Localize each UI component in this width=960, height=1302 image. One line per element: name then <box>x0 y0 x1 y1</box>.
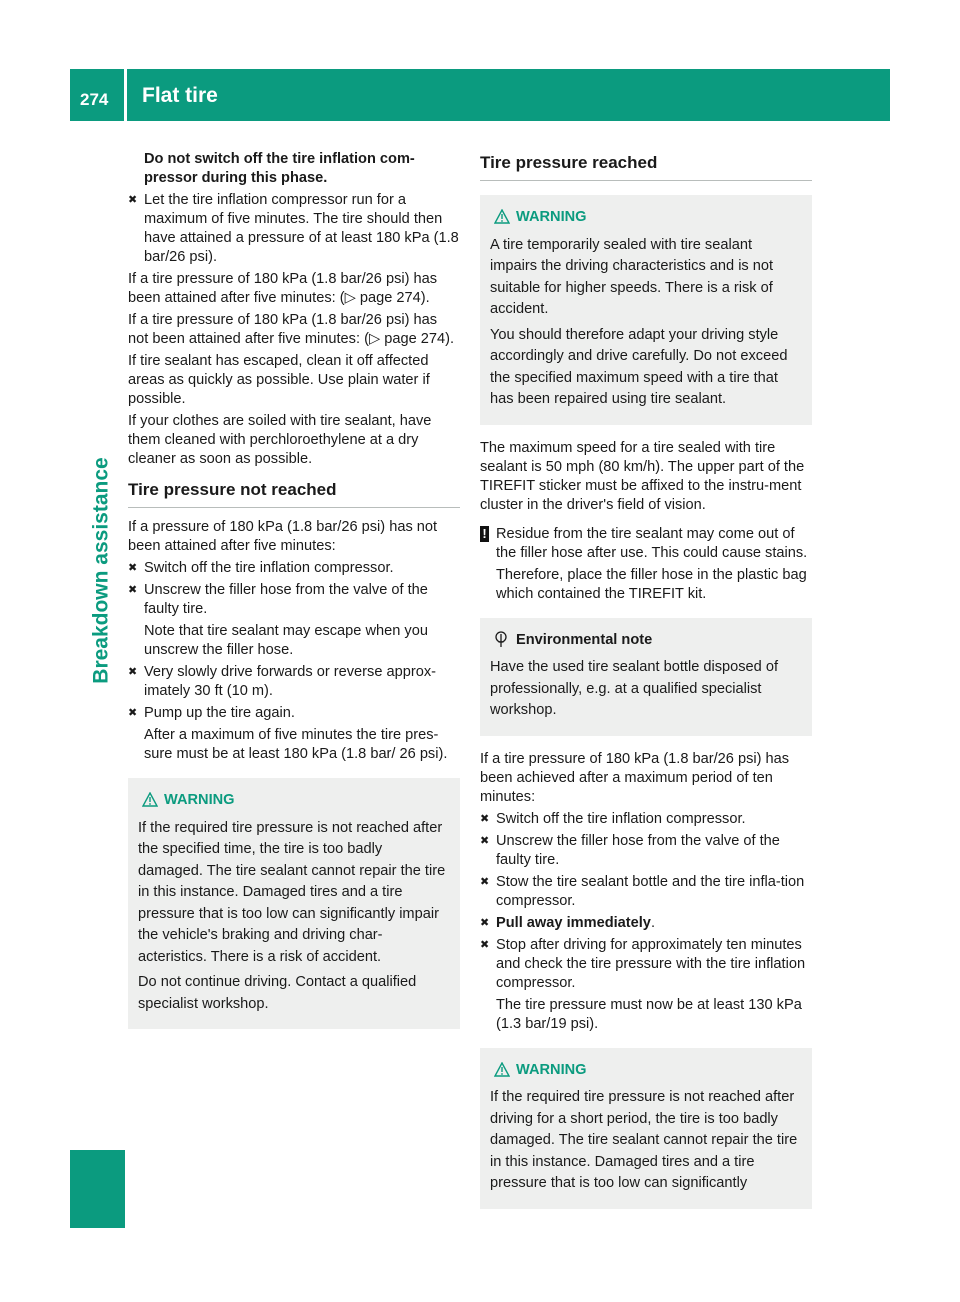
instruction-step <box>128 663 460 701</box>
instruction-step <box>480 914 812 933</box>
step-text: Unscrew the filler hose from the valve of the faulty tire. <box>496 832 780 868</box>
step-text: Very slowly drive forwards or reverse approx-imately 30 ft (10 m). <box>144 664 436 699</box>
paragraph: If a tire pressure of 180 kPa (1.8 bar/26 psi) has not been attained after five minutes: (▷ page 274). <box>128 312 455 347</box>
step-arrow-icon: ✖ <box>128 562 138 574</box>
section-heading: Tire pressure not reached <box>128 479 460 508</box>
warning-title-text: WARNING <box>164 792 235 808</box>
instruction-step <box>128 559 460 578</box>
instruction-step <box>480 873 812 911</box>
step-arrow-icon: ✖ <box>480 812 490 825</box>
warning-box <box>480 195 812 425</box>
paragraph: If a pressure of 180 kPa (1.8 bar/26 psi) has not been attained after five minutes: <box>128 519 438 554</box>
notice-text: Residue from the tire sealant may come out of the filler hose after use. This could cause stains. <box>496 525 808 561</box>
warning-text: Do not continue driving. Contact a qualified specialist workshop. <box>138 974 417 1012</box>
paragraph: If your clothes are soiled with tire sealant, have them cleaned with perchloroethylene at a dry cleaner as soon as possible. <box>128 413 432 467</box>
warning-text: You should therefore adapt your driving style accordingly and drive carefully. Do not exceed the specified maximum speed with a tire that has been repaired using tire sealant. <box>490 326 788 407</box>
step-arrow-icon: ✖ <box>480 916 490 929</box>
warning-box <box>480 1048 812 1209</box>
step-arrow-icon: ✖ <box>128 707 138 719</box>
step-arrow-icon: ✖ <box>128 584 138 596</box>
step-note: The tire pressure must now be at least 130 kPa (1.3 bar/19 psi). <box>496 996 802 1032</box>
environmental-note-title <box>490 630 802 652</box>
step-text: Stow the tire sealant bottle and the tire infla-tion compressor. <box>496 873 805 909</box>
warning-title-text: WARNING <box>516 1061 587 1078</box>
step-text: Switch off the tire inflation compressor. <box>144 560 394 576</box>
step-text: Let the tire inflation compressor run for a maximum of five minutes. The tire should then have attained a pressure of at least 180 kPa (1.8 bar/26 psi). <box>144 192 459 265</box>
section-heading: Tire pressure reached <box>480 152 812 181</box>
warning-title-text: WARNING <box>516 209 587 225</box>
section-side-label <box>86 340 116 800</box>
step-arrow-icon: ✖ <box>480 938 490 951</box>
section-tab-marker <box>70 1150 125 1228</box>
instruction-bold: Do not switch off the tire inflation com-pressor during this phase. <box>144 151 415 186</box>
notice-text: Therefore, place the filler hose in the plastic bag which contained the TIREFIT kit. <box>496 566 807 602</box>
exclamation-icon: ! <box>480 526 489 542</box>
environmental-note-title-text: Environmental note <box>516 631 653 648</box>
step-text-bold: Pull away immediately <box>496 914 651 931</box>
left-column <box>128 150 460 1043</box>
section-side-label-text: Breakdown assistance <box>89 456 113 684</box>
instruction-step <box>128 704 460 723</box>
paragraph: If tire sealant has escaped, clean it off affected areas as quickly as possible. Use plain water if possible. <box>128 353 430 407</box>
notice <box>480 525 812 563</box>
warning-title <box>490 1060 802 1082</box>
warning-title <box>490 207 802 229</box>
instruction-step <box>480 810 812 829</box>
warning-text: If the required tire pressure is not reached after the specified time, the tire is too badly damaged. The tire sealant cannot repair the tire in this instance. Damaged tires and a tire pressure that is too low can significantly impair the vehicle's braking and driving char-acteristics. There is a risk of accident. <box>138 819 446 965</box>
step-note: After a maximum of five minutes the tire pres-sure must be at least 180 kPa (1.8 bar/ 26 psi). <box>144 727 448 762</box>
warning-triangle-icon <box>494 209 510 224</box>
step-text: Stop after driving for approximately ten minutes and check the tire pressure with the tire inflation compressor. <box>496 936 806 991</box>
step-text: Pump up the tire again. <box>144 705 295 721</box>
step-note: Note that tire sealant may escape when you unscrew the filler hose. <box>144 623 428 658</box>
warning-text: A tire temporarily sealed with tire sealant impairs the driving characteristics and is not suitable for higher speeds. There is a risk of accident. <box>490 236 774 317</box>
instruction-step <box>128 191 460 267</box>
page-header <box>70 69 890 121</box>
header-divider <box>124 69 127 121</box>
warning-text: If the required tire pressure is not reached after driving for a short period, the tire is too badly damaged. The tire sealant cannot repair the tire in this instance. Damaged tires and a tire pressure that is too low can significantly <box>490 1089 798 1191</box>
step-arrow-icon: ✖ <box>128 194 138 206</box>
step-text: Unscrew the filler hose from the valve of the faulty tire. <box>144 582 428 617</box>
warning-triangle-icon <box>142 792 158 807</box>
instruction-step <box>480 832 812 870</box>
right-column <box>480 150 812 1223</box>
page-title: Flat tire <box>142 84 218 107</box>
instruction-step <box>480 936 812 993</box>
paragraph: If a tire pressure of 180 kPa (1.8 bar/26 psi) has been achieved after a maximum period of ten minutes: <box>480 750 790 805</box>
step-arrow-icon: ✖ <box>480 875 490 888</box>
step-text-suffix: . <box>650 914 655 931</box>
environmental-note-box <box>480 618 812 736</box>
environmental-note-text: Have the used tire sealant bottle disposed of professionally, e.g. at a qualified specialist workshop. <box>490 659 779 718</box>
step-arrow-icon: ✖ <box>480 834 490 847</box>
step-text: Switch off the tire inflation compressor. <box>496 810 746 827</box>
paragraph: If a tire pressure of 180 kPa (1.8 bar/26 psi) has been attained after five minutes: (▷ page 274). <box>128 271 438 306</box>
instruction-step <box>128 581 460 619</box>
lightbulb-icon <box>494 631 508 648</box>
paragraph: The maximum speed for a tire sealed with tire sealant is 50 mph (80 km/h). The upper part of the TIREFIT sticker must be affixed to the instru-ment cluster in the driver's field of vision. <box>480 439 805 513</box>
step-arrow-icon: ✖ <box>128 666 138 678</box>
page-number: 274 <box>80 90 109 109</box>
warning-box <box>128 778 460 1029</box>
warning-triangle-icon <box>494 1062 510 1077</box>
warning-title <box>138 790 450 812</box>
